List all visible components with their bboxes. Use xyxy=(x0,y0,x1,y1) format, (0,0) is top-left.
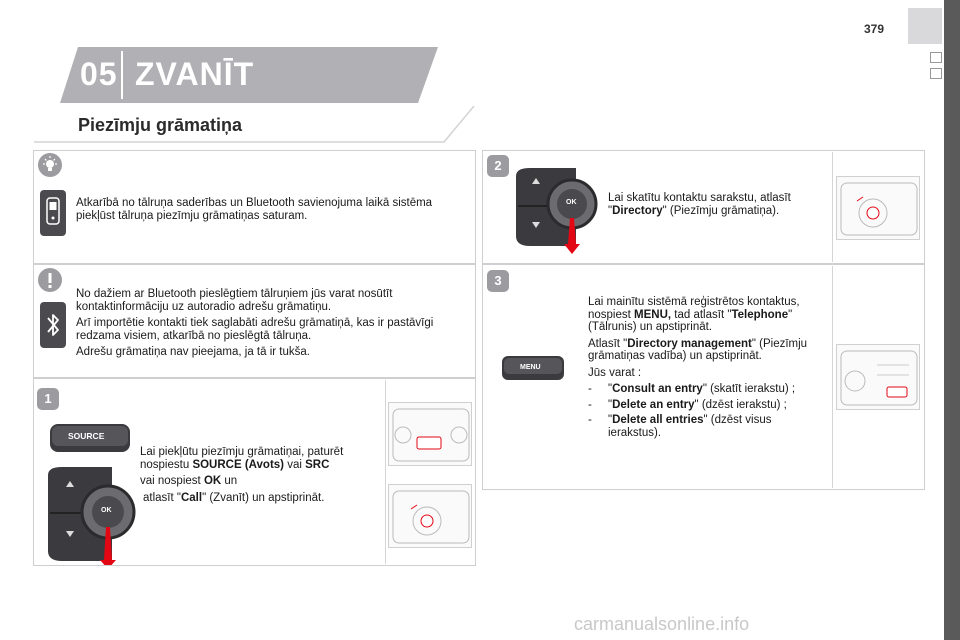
step1-line2-end: un xyxy=(221,475,238,487)
radio-faceplate-thumbnail xyxy=(836,344,920,410)
step1-line3: atlasīt " xyxy=(143,491,181,504)
step3-p1-a: Lai mainītu sistēmā reģistrētos kontaktus, nospiest xyxy=(588,296,800,321)
step1-line2: vai nospiest xyxy=(140,475,204,487)
radio-faceplate-thumbnail xyxy=(388,484,472,548)
option-quote: " xyxy=(608,383,613,395)
chapter-title: ZVANĪT xyxy=(135,56,255,92)
menu-label: MENU, xyxy=(634,308,672,321)
option-dash: - xyxy=(588,398,592,411)
chapter-tab-marker xyxy=(930,68,942,79)
step3-p2-a: Atlasīt " xyxy=(588,337,628,350)
step1-text xyxy=(140,446,380,508)
lightbulb-icon xyxy=(38,153,62,177)
chapter-tab-marker xyxy=(930,52,942,63)
chapter-number: 05 xyxy=(80,56,118,92)
step3-p3: Jūs varat : xyxy=(588,366,642,379)
section-title: Piezīmju grāmatiņa xyxy=(78,115,243,135)
warning-paragraph: No dažiem ar Bluetooth pieslēgtiem tālruņiem jūs varat nosūtīt kontaktinformāciju uz autoradio adrešu grāmatiņu. xyxy=(76,288,393,313)
step3-badge: 3 xyxy=(487,270,509,292)
footer-watermark: carmanualsonline.info xyxy=(574,614,750,634)
page-edge-strip xyxy=(944,0,960,640)
exclamation-icon xyxy=(38,268,62,292)
option-rest: " (dzēst ierakstu) ; xyxy=(694,398,787,411)
step1-or: vai xyxy=(284,458,306,471)
source-label: SOURCE (Avots) xyxy=(192,458,285,471)
option-quote: " xyxy=(608,398,613,411)
source-button-illustration xyxy=(48,420,138,465)
call-label: Call xyxy=(180,491,203,504)
ok-label: OK xyxy=(203,475,222,487)
step2-divider xyxy=(832,152,833,262)
option-label: Delete all entries xyxy=(612,414,704,426)
option-rest: " (skatīt ierakstu) ; xyxy=(702,383,796,395)
step3-p1-c: " (Tālrunis) un apstiprināt. xyxy=(588,308,793,333)
step1-badge: 1 xyxy=(37,388,59,410)
step1-line3-end: " (Zvanīt) un apstiprināt. xyxy=(202,491,325,504)
ok-dial-label: OK xyxy=(101,507,112,514)
menu-button-illustration xyxy=(500,354,570,389)
radio-faceplate-thumbnail xyxy=(836,176,920,240)
step1-line1: Lai piekļūtu piezīmju grāmatiņai, paturēt nospiestu xyxy=(140,446,344,471)
step3-p2-b: " (Piezīmju grāmatiņas vadība) un apstiprināt. xyxy=(588,337,808,362)
step3-divider xyxy=(832,266,833,488)
menu-button-label: MENU xyxy=(520,364,541,371)
step2-line1-end: " (Piezīmju grāmatiņa). xyxy=(662,204,780,217)
step1-divider xyxy=(385,380,386,564)
radio-faceplate-thumbnail xyxy=(388,402,472,466)
src-label: SRC xyxy=(305,458,330,471)
warning-paragraph: Adrešu grāmatiņa nav pieejama, ja tā ir tukša. xyxy=(76,346,310,358)
step3-p1-b: tad atlasīt " xyxy=(671,308,732,321)
option-list-item xyxy=(588,399,823,412)
option-list-item xyxy=(588,383,823,396)
warning-paragraph: Arī importētie kontakti tiek saglabāti adrešu grāmatiņā, kas ir pastāvīgi redzama visiem, atkarībā no pieslēgtā tālruņa. xyxy=(76,317,434,342)
bluetooth-icon xyxy=(40,302,66,348)
ok-dial-illustration xyxy=(42,465,142,570)
option-list-item xyxy=(588,414,823,439)
step2-badge: 2 xyxy=(487,155,509,177)
step2-text xyxy=(608,192,823,221)
option-rest: " (dzēst visus ierakstus). xyxy=(608,414,772,439)
option-dash: - xyxy=(588,414,592,426)
ok-dial-label: OK xyxy=(566,199,577,206)
directory-management-label: Directory management xyxy=(627,337,752,350)
phone-icon xyxy=(40,190,66,236)
option-quote: " xyxy=(608,414,613,426)
directory-label: Directory xyxy=(612,204,663,217)
page-number-box xyxy=(908,8,942,44)
page-number: 379 xyxy=(864,22,885,36)
step2-line1: Lai skatītu kontaktu sarakstu, atlasīt " xyxy=(608,192,791,217)
info-tip-text: Atkarībā no tālruņa saderības un Bluetooth savienojuma laikā sistēma piekļūst tālruņa piezīmju grāmatiņas saturam. xyxy=(76,197,433,222)
step3-text xyxy=(588,296,823,442)
option-dash: - xyxy=(588,383,592,395)
source-button-label: SOURCE xyxy=(68,431,105,441)
option-label: Delete an entry xyxy=(612,398,695,411)
option-label: Consult an entry xyxy=(612,383,703,395)
warning-text xyxy=(76,288,436,363)
telephone-label: Telephone xyxy=(731,308,789,321)
ok-dial-illustration xyxy=(510,166,610,261)
